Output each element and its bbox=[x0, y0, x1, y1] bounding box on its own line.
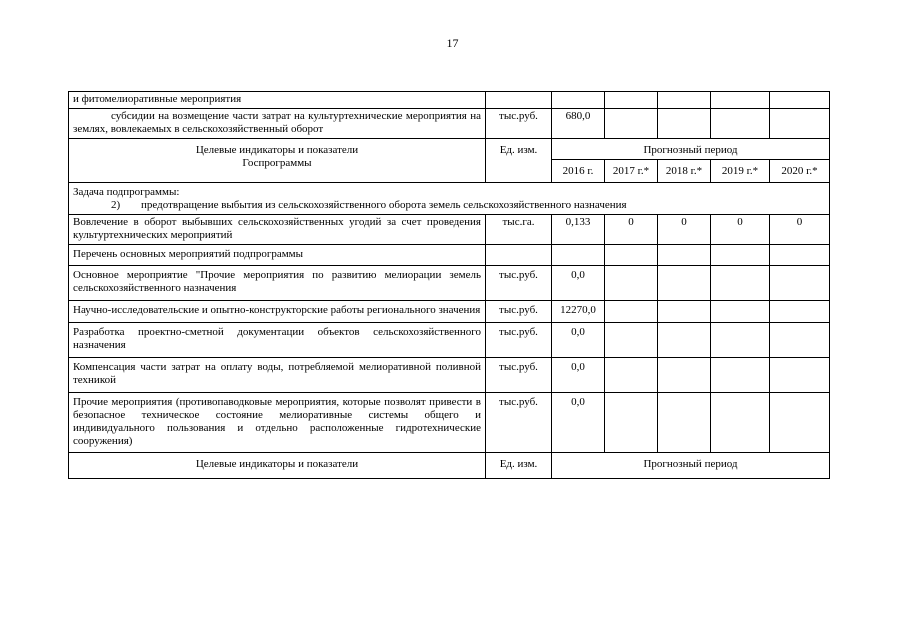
year-2018: 2018 г.* bbox=[658, 160, 711, 183]
row-unit: тыс.руб. bbox=[486, 301, 552, 323]
row-text: Научно-исследовательские и опытно-конструкторские работы регионального значения bbox=[69, 301, 486, 323]
task-cell bbox=[69, 183, 830, 215]
row-text: и фитомелиоративные мероприятия bbox=[69, 92, 486, 109]
year-2017: 2017 г.* bbox=[605, 160, 658, 183]
table-row bbox=[69, 109, 830, 139]
task-item-text: предотвращение выбытия из сельскохозяйственного оборота земель сельскохозяйственного назначения bbox=[141, 199, 627, 211]
page-number: 17 bbox=[446, 36, 459, 50]
units-header: Ед. изм. bbox=[486, 139, 552, 183]
footer-units-header: Ед. изм. bbox=[486, 453, 552, 479]
value-2016: 0,0 bbox=[552, 323, 605, 358]
task-label: Задача подпрограммы: bbox=[73, 186, 180, 198]
row-text: Перечень основных мероприятий подпрограммы bbox=[69, 245, 486, 266]
row-text: Компенсация части затрат на оплату воды, потребляемой мелиоративной поливной техникой bbox=[69, 358, 486, 393]
row-text: Вовлечение в оборот выбывших сельскохозяйственных угодий за счет проведения культуртехнических мероприятий bbox=[69, 215, 486, 245]
table-row bbox=[69, 245, 830, 266]
row-text: Разработка проектно-сметной документации объектов сельскохозяйственного назначения bbox=[69, 323, 486, 358]
value-2016: 0,0 bbox=[552, 358, 605, 393]
value-2016: 680,0 bbox=[552, 109, 605, 139]
row-text: Прочие мероприятия (противопаводковые мероприятия, которые позволят привести в безопасное техническое состояние мелиоративные системы общего и индивидуального пользования и отдельно расположенные гидротехнические сооружения) bbox=[69, 393, 486, 453]
header-row bbox=[69, 139, 830, 160]
value-2016: 12270,0 bbox=[552, 301, 605, 323]
table-row bbox=[69, 92, 830, 109]
footer-indicators-header: Целевые индикаторы и показатели bbox=[69, 453, 486, 479]
row-unit: тыс.руб. bbox=[486, 266, 552, 301]
table-row bbox=[69, 323, 830, 358]
table-row bbox=[69, 358, 830, 393]
value-2016: 0,0 bbox=[552, 393, 605, 453]
row-unit: тыс.руб. bbox=[486, 323, 552, 358]
table-row bbox=[69, 393, 830, 453]
task-row bbox=[69, 183, 830, 215]
task-item bbox=[73, 199, 825, 212]
value-2018: 0 bbox=[658, 215, 711, 245]
indicators-header-text: Целевые индикаторы и показатели Госпрограммы bbox=[195, 144, 359, 169]
indicators-header bbox=[69, 139, 486, 183]
value-2016: 0,133 bbox=[552, 215, 605, 245]
year-2019: 2019 г.* bbox=[711, 160, 770, 183]
footer-forecast-header: Прогнозный период bbox=[552, 453, 830, 479]
table-row bbox=[69, 266, 830, 301]
value-2019: 0 bbox=[711, 215, 770, 245]
forecast-header: Прогнозный период bbox=[552, 139, 830, 160]
footer-header-row bbox=[69, 453, 830, 479]
value-2017: 0 bbox=[605, 215, 658, 245]
table-row bbox=[69, 301, 830, 323]
year-2016: 2016 г. bbox=[552, 160, 605, 183]
value-2016: 0,0 bbox=[552, 266, 605, 301]
year-2020: 2020 г.* bbox=[770, 160, 830, 183]
row-unit: тыс.га. bbox=[486, 215, 552, 245]
row-text: субсидии на возмещение части затрат на культуртехнические мероприятия на землях, вовлекаемых в сельскохозяйственный оборот bbox=[69, 109, 486, 139]
row-unit: тыс.руб. bbox=[486, 109, 552, 139]
table-row bbox=[69, 215, 830, 245]
row-unit: тыс.руб. bbox=[486, 358, 552, 393]
task-item-number: 2) bbox=[111, 199, 121, 211]
row-unit: тыс.руб. bbox=[486, 393, 552, 453]
value-2020: 0 bbox=[770, 215, 830, 245]
row-text: Основное мероприятие "Прочие мероприятия по развитию мелиорации земель сельскохозяйственного назначения bbox=[69, 266, 486, 301]
program-table bbox=[68, 91, 830, 479]
